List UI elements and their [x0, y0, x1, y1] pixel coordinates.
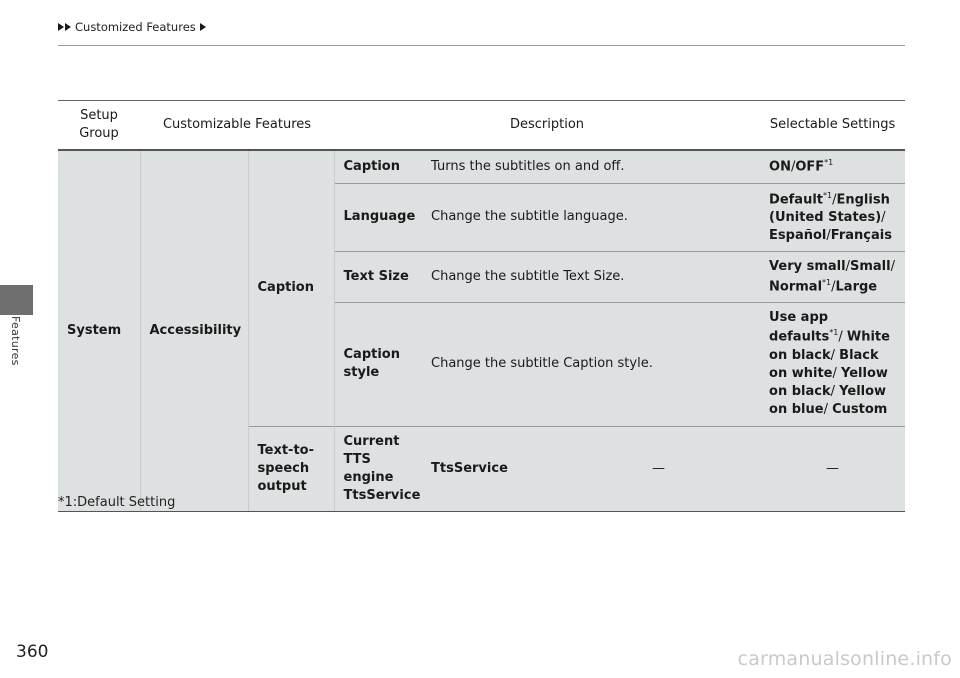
- header-rule: [58, 45, 905, 46]
- table-row: [58, 150, 905, 183]
- feature-cell: Caption style: [334, 303, 422, 426]
- feature-cell: Language: [334, 183, 422, 252]
- arrow-icon: [58, 23, 64, 31]
- description-cell: Turns the subtitles on and off.: [422, 150, 760, 183]
- description-cell: Change the subtitle Caption style.: [422, 303, 760, 426]
- caption-group-cell: Caption: [248, 150, 334, 426]
- feature-cell: Text Size: [334, 252, 422, 303]
- setting-value: Normal: [769, 278, 823, 294]
- header-selectable-settings: Selectable Settings: [760, 101, 905, 151]
- description-cell: —: [557, 426, 760, 511]
- setting-value: White on black: [769, 329, 890, 363]
- setting-value: Use app defaults: [769, 310, 830, 345]
- breadcrumb-label: Customized Features: [75, 20, 196, 34]
- table-bottom-rule: [58, 511, 905, 512]
- breadcrumb: [58, 20, 207, 34]
- arrow-icon: [200, 23, 206, 31]
- setting-value: Small: [849, 259, 891, 275]
- setting-value: Black on white: [769, 347, 879, 381]
- table-header-row: [58, 101, 905, 151]
- header-customizable-features: Customizable Features: [140, 101, 334, 151]
- setting-value: OFF: [795, 159, 825, 175]
- setting-value: Français: [830, 228, 892, 244]
- setting-value: ON: [769, 159, 791, 175]
- setting-value: Custom: [832, 402, 888, 418]
- feature-cell: Caption: [334, 150, 422, 183]
- description-cell: Change the subtitle language.: [422, 183, 760, 252]
- setting-value: Default: [769, 191, 823, 207]
- customizable-features-table: [58, 100, 905, 512]
- section-tab: [0, 285, 33, 315]
- settings-cell: Very small/Small/ Normal$^{*1}$/Large: [760, 252, 905, 303]
- tts-value-cell: TtsService: [422, 426, 557, 511]
- section-tab-label: Features: [9, 316, 22, 366]
- setting-value: Very small: [769, 259, 846, 275]
- setting-value: English (United States): [769, 191, 890, 226]
- header-description: Description: [334, 101, 760, 151]
- watermark: carmanualsonline.info: [737, 648, 952, 670]
- arrow-icon: [65, 23, 71, 31]
- settings-cell: Use app defaults$^{*1}$/ White on black/ Black on white/ Yellow on black/ Yellow on blue/ Custom: [760, 303, 905, 426]
- footnote-ref: *1: [824, 158, 834, 167]
- footnote: *1:Default Setting: [58, 495, 176, 510]
- settings-cell: Default$^{*1}$/English (United States)/ Español/Français: [760, 183, 905, 252]
- footnote-ref: *1: [829, 328, 839, 338]
- settings-cell: ON/OFF$^{*1}$: [760, 150, 905, 183]
- setting-value: Español: [769, 228, 827, 244]
- page-number: 360: [16, 642, 49, 662]
- footnote-ref: *1: [823, 190, 833, 200]
- setting-value: Yellow on black: [769, 366, 888, 400]
- setup-group-cell: System: [58, 150, 140, 511]
- description-cell: Change the subtitle Text Size.: [422, 252, 760, 303]
- header-setup-group: Setup Group: [58, 101, 140, 151]
- setting-value: Yellow on blue: [769, 384, 887, 418]
- settings-cell: —: [760, 426, 905, 511]
- setting-value: Large: [835, 278, 878, 294]
- feature-cell: Current TTS engine TtsService: [334, 426, 422, 511]
- footnote-ref: *1: [822, 277, 832, 287]
- category-cell: Accessibility: [140, 150, 248, 511]
- tts-group-cell: Text-to-speech output: [248, 426, 334, 511]
